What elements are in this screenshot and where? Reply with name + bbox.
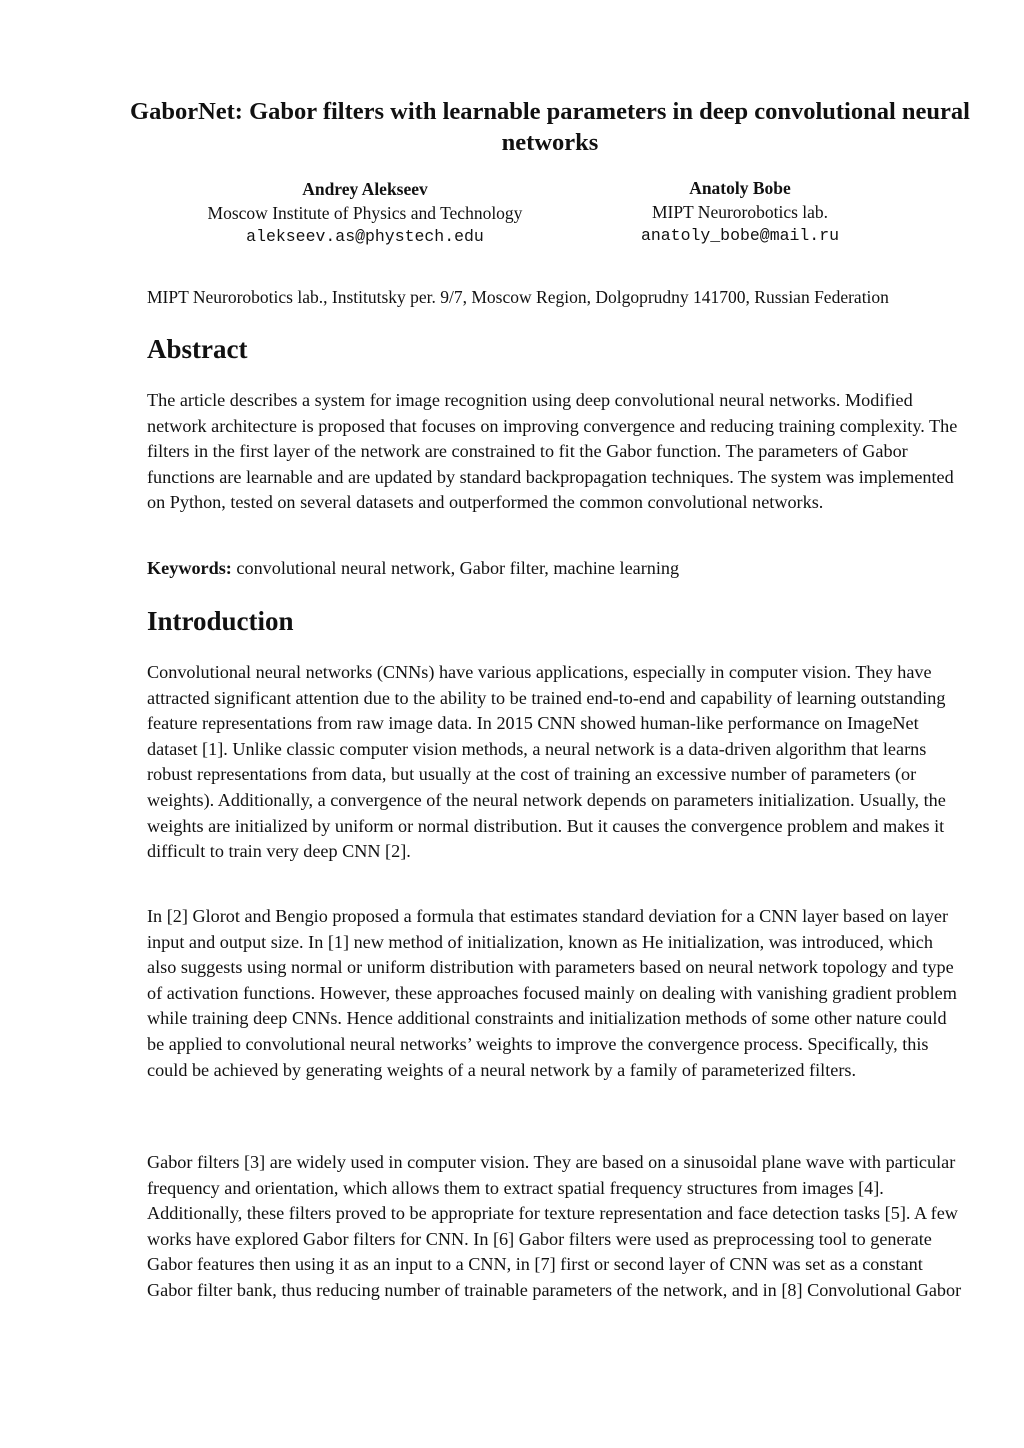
introduction-paragraph-2: In [2] Glorot and Bengio proposed a formula that estimates standard deviation for a CNN layer based on layer input and output size. In [1] new method of initialization, known as He initialization, was introduced, which also suggests using normal or uniform distribution with parameters based on neural network topology and type of activation functions. However, these approaches focused mainly on dealing with vanishing gradient problem while training deep CNNs. Hence additional constraints and initialization methods of some other nature could be applied to convolutional neural networks’ weights to improve the convergence process. Specifically, this could be achieved by generating weights of a neural network by a family of parameterized filters. (147, 906, 957, 1080)
abstract-heading: Abstract (147, 334, 248, 364)
author-name: Anatoly Bobe (689, 178, 791, 198)
keywords-label: Keywords: (147, 558, 232, 578)
author-email: alekseev.as@phystech.edu (246, 227, 484, 246)
author-name: Andrey Alekseev (302, 179, 428, 199)
keywords-line (147, 556, 962, 582)
abstract-text: The article describes a system for image recognition using deep convolutional neural networks. Modified network architecture is proposed that focuses on improving convergence and reducing training complexity. The filters in the first layer of the network are constrained to fit the Gabor function. The parameters of Gabor functions are learnable and are updated by standard backpropagation techniques. The system was implemented on Python, tested on several datasets and outperformed the common convolutional networks. (147, 390, 958, 513)
institution-address: MIPT Neurorobotics lab., Institutsky per. 9/7, Moscow Region, Dolgoprudny 141700, Russian Federation (147, 287, 889, 307)
introduction-paragraph-3: Gabor filters [3] are widely used in computer vision. They are based on a sinusoidal plane wave with particular frequency and orientation, which allows them to extract spatial frequency structures from images [4]. Additionally, these filters proved to be appropriate for texture representation and face detection tasks [5]. A few works have explored Gabor filters for CNN. In [6] Gabor filters were used as preprocessing tool to generate Gabor features then using it as an input to a CNN, in [7] first or second layer of CNN was set as a constant Gabor filter bank, thus reducing number of trainable parameters of the network, and in [8] Convolutional Gabor (147, 1152, 962, 1300)
introduction-paragraph-1: Convolutional neural networks (CNNs) have various applications, especially in computer vision. They have attracted significant attention due to the ability to be trained end-to-end and capability of learning outstanding feature representations from raw image data. In 2015 CNN showed human-like performance on ImageNet dataset [1]. Unlike classic computer vision methods, a neural network is a data-driven algorithm that learns robust representations from data, but usually at the cost of training an excessive number of parameters (or weights). Additionally, a convergence of the neural network depends on parameters initialization. Usually, the weights are initialized by uniform or normal distribution. But it causes the convergence problem and makes it difficult to train very deep CNN [2]. (147, 662, 946, 862)
introduction-heading: Introduction (147, 606, 294, 636)
author-block-2 (580, 176, 900, 248)
author-affiliation: Moscow Institute of Physics and Technology (207, 203, 523, 223)
keywords-list: convolutional neural network, Gabor filter, machine learning (231, 558, 680, 578)
author-email: anatoly_bobe@mail.ru (640, 226, 840, 245)
author-block-1 (167, 177, 563, 249)
author-affiliation: MIPT Neurorobotics lab. (651, 202, 829, 222)
paper-title: GaborNet: Gabor filters with learnable parameters in deep convolutional neural networks (130, 98, 970, 156)
